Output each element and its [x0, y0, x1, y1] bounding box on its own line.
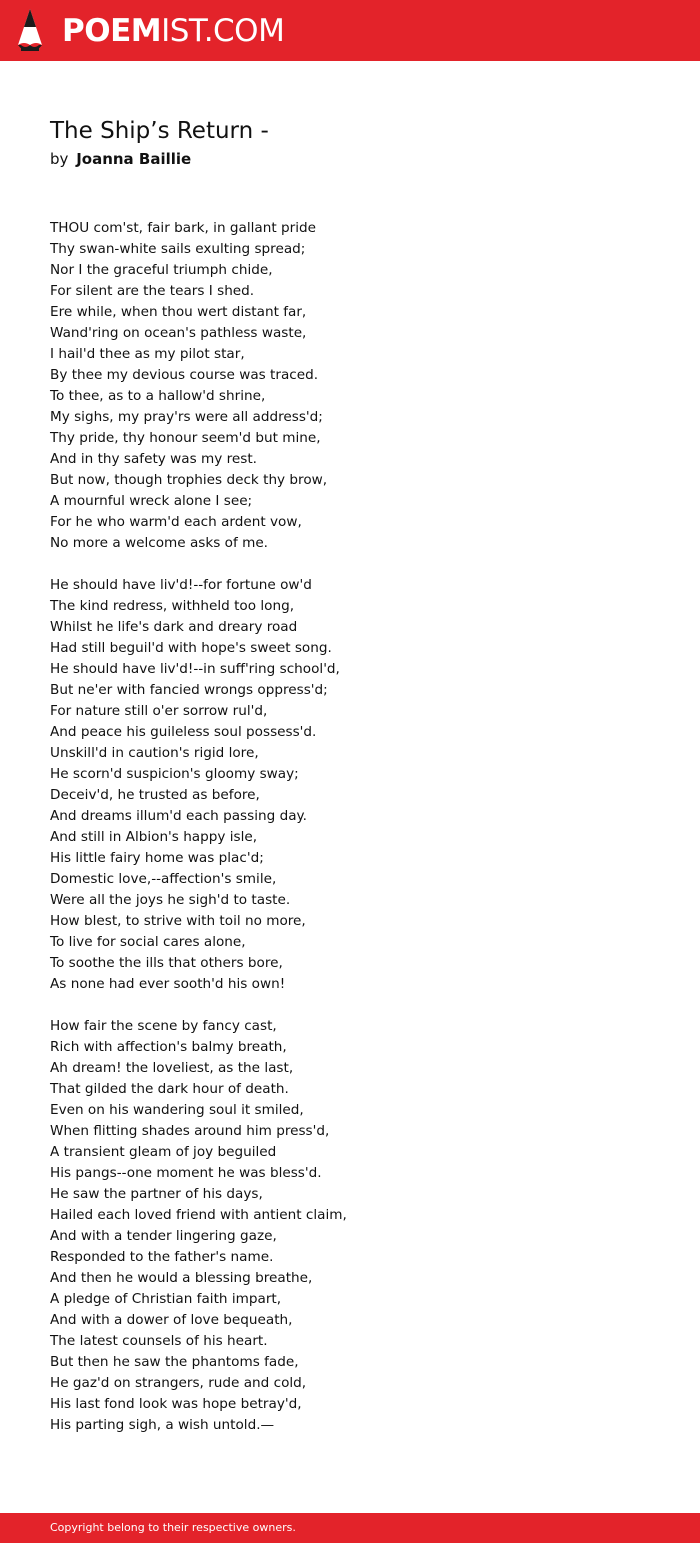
poem-line: He scorn'd suspicion's gloomy sway; — [50, 766, 299, 782]
poem-line: His little fairy home was plac'd; — [50, 850, 264, 866]
poem-line: A mournful wreck alone I see; — [50, 493, 253, 509]
brand-name — [62, 11, 284, 51]
poem-line: Were all the joys he sigh'd to taste. — [50, 892, 291, 908]
poem-line: To thee, as to a hallow'd shrine, — [50, 388, 266, 404]
by-label: by — [50, 150, 69, 168]
poem-line: He should have liv'd!--in suff'ring school'd, — [50, 661, 340, 677]
poem-line: Hailed each loved friend with antient claim, — [50, 1207, 347, 1223]
poem-line: He should have liv'd!--for fortune ow'd — [50, 577, 312, 593]
poem-line: For he who warm'd each ardent vow, — [50, 514, 302, 530]
poem-stanza — [50, 575, 670, 995]
poem-line: For nature still o'er sorrow rul'd, — [50, 703, 268, 719]
poem-line: The latest counsels of his heart. — [50, 1333, 268, 1349]
site-header — [0, 0, 700, 61]
poem-line: Thy pride, thy honour seem'd but mine, — [50, 430, 321, 446]
poem-line: I hail'd thee as my pilot star, — [50, 346, 245, 362]
poem-line: He gaz'd on strangers, rude and cold, — [50, 1375, 307, 1391]
poem-line: Rich with affection's balmy breath, — [50, 1039, 287, 1055]
poem-line: Even on his wandering soul it smiled, — [50, 1102, 304, 1118]
poem-line: Thy swan-white sails exulting spread; — [50, 241, 306, 257]
poem-line: Domestic love,--affection's smile, — [50, 871, 277, 887]
poem-line: And peace his guileless soul possess'd. — [50, 724, 317, 740]
poem-line: Deceiv'd, he trusted as before, — [50, 787, 260, 803]
poem-line: Wand'ring on ocean's pathless waste, — [50, 325, 307, 341]
poem-line: But then he saw the phantoms fade, — [50, 1354, 299, 1370]
site-footer — [0, 1513, 700, 1543]
poem-line: A transient gleam of joy beguiled — [50, 1144, 277, 1160]
poem-line: To live for social cares alone, — [50, 934, 246, 950]
poem-line: And still in Albion's happy isle, — [50, 829, 258, 845]
poem-body — [50, 218, 670, 1457]
poem-line: When flitting shades around him press'd, — [50, 1123, 330, 1139]
poem-title: The Ship’s Return - — [50, 118, 269, 144]
poem-line: How fair the scene by fancy cast, — [50, 1018, 277, 1034]
poem-line: For silent are the tears I shed. — [50, 283, 255, 299]
poem-stanza — [50, 218, 670, 554]
poem-line: No more a welcome asks of me. — [50, 535, 269, 551]
poem-line: His pangs--one moment he was bless'd. — [50, 1165, 322, 1181]
pencil-tip-icon — [18, 9, 42, 51]
poem-line: How blest, to strive with toil no more, — [50, 913, 306, 929]
poem-line: And dreams illum'd each passing day. — [50, 808, 307, 824]
poem-line: And with a dower of love bequeath, — [50, 1312, 293, 1328]
author-link[interactable]: Joanna Baillie — [76, 150, 192, 168]
poem-line: Ere while, when thou wert distant far, — [50, 304, 307, 320]
poem-line: And then he would a blessing breathe, — [50, 1270, 313, 1286]
poem-line: His last fond look was hope betray'd, — [50, 1396, 302, 1412]
poem-line: A pledge of Christian faith impart, — [50, 1291, 282, 1307]
poem-line: And in thy safety was my rest. — [50, 451, 257, 467]
poem-stanza — [50, 1016, 670, 1436]
copyright-text: Copyright belong to their respective owners. — [50, 1521, 296, 1534]
poem-line: To soothe the ills that others bore, — [50, 955, 283, 971]
poem-line: Responded to the father's name. — [50, 1249, 274, 1265]
poem-line: His parting sigh, a wish untold.— — [50, 1417, 275, 1433]
poem-line: My sighs, my pray'rs were all address'd; — [50, 409, 323, 425]
poem-line: And with a tender lingering gaze, — [50, 1228, 277, 1244]
poem-line: Whilst he life's dark and dreary road — [50, 619, 298, 635]
poem-line: The kind redress, withheld too long, — [50, 598, 295, 614]
poem-line: THOU com'st, fair bark, in gallant pride — [50, 220, 316, 236]
poem-line: Had still beguil'd with hope's sweet song. — [50, 640, 332, 656]
poem-line: Unskill'd in caution's rigid lore, — [50, 745, 259, 761]
poem-line: Nor I the graceful triumph chide, — [50, 262, 273, 278]
poem-line: Ah dream! the loveliest, as the last, — [50, 1060, 294, 1076]
brand-name-light: IST.COM — [161, 13, 285, 49]
poem-line: That gilded the dark hour of death. — [50, 1081, 289, 1097]
brand-name-bold: POEM — [62, 13, 162, 49]
poem-line: As none had ever sooth'd his own! — [50, 976, 286, 992]
poem-line: He saw the partner of his days, — [50, 1186, 263, 1202]
byline — [50, 148, 191, 170]
poem-line: By thee my devious course was traced. — [50, 367, 319, 383]
poem-line: But ne'er with fancied wrongs oppress'd; — [50, 682, 328, 698]
poem-line: But now, though trophies deck thy brow, — [50, 472, 328, 488]
